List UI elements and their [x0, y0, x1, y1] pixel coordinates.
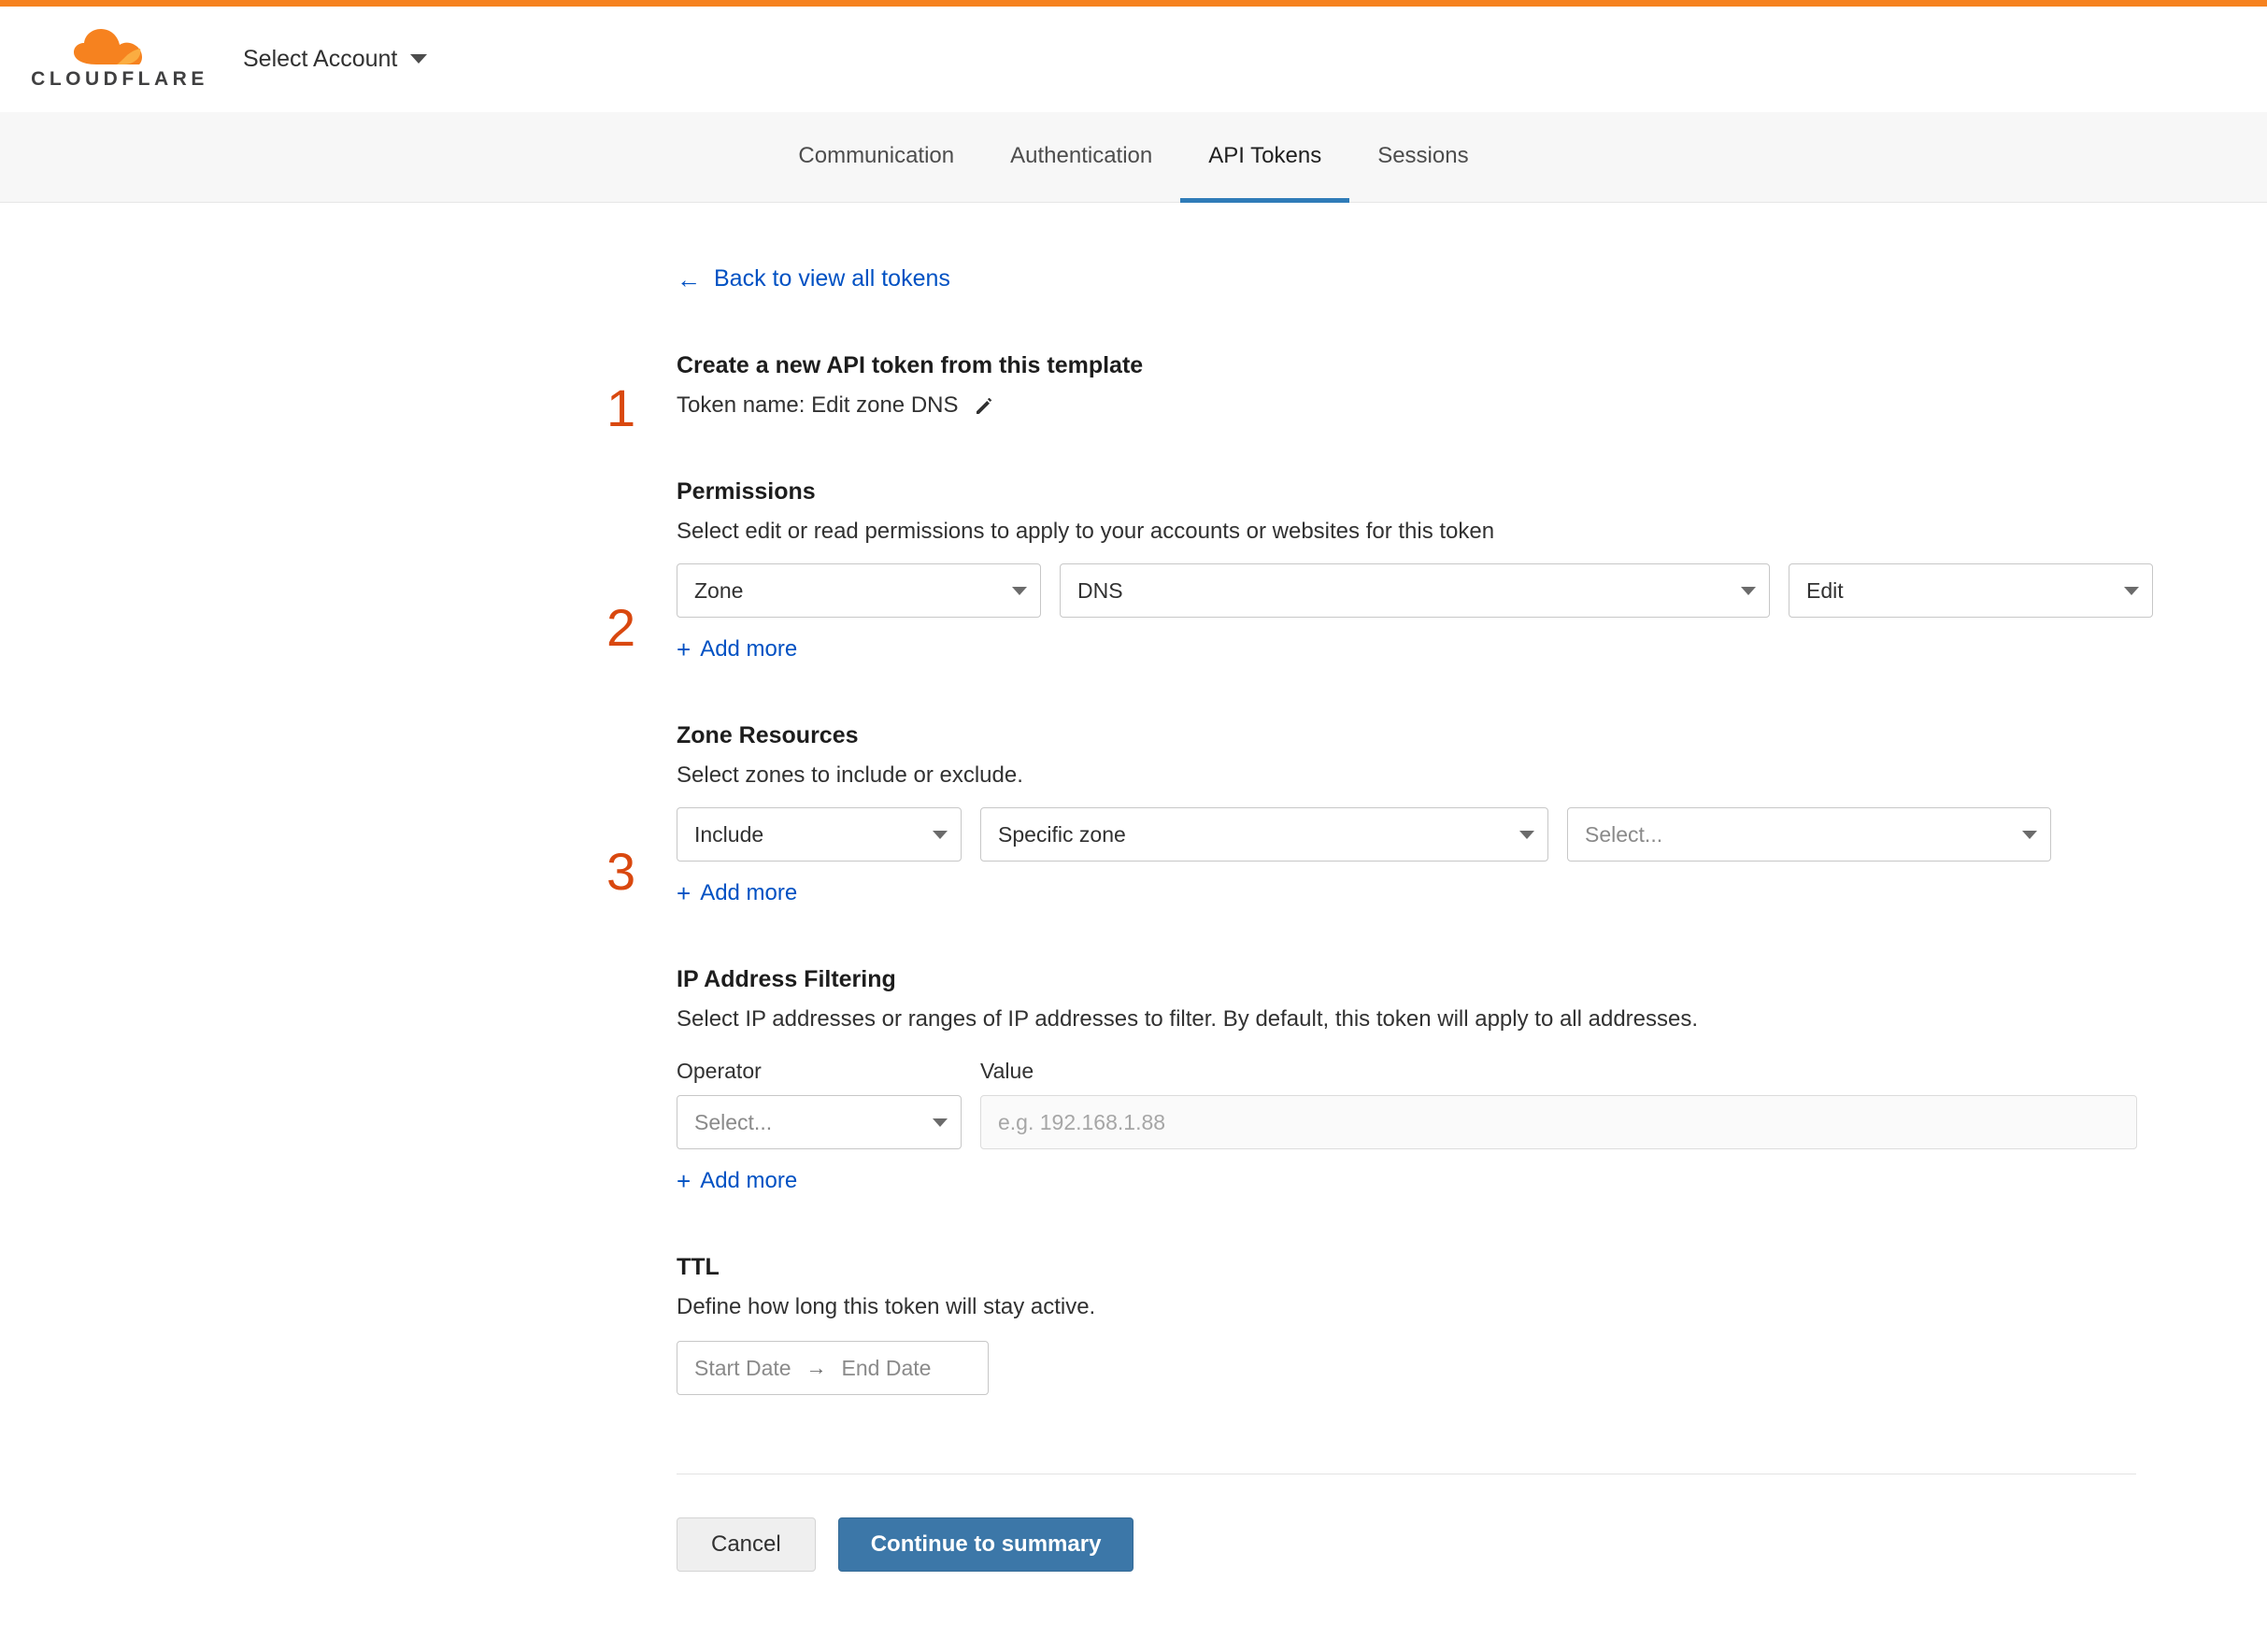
step-number-1: 1 [606, 378, 636, 437]
ttl-end-date[interactable]: End Date [841, 1355, 932, 1380]
plus-icon: + [677, 1167, 692, 1195]
zone-type-value: Specific zone [998, 821, 1126, 847]
ip-value-input[interactable] [980, 1095, 2137, 1149]
ttl-section [677, 1254, 2172, 1395]
permissions-add-more-label: Add more [700, 636, 798, 662]
zone-resources-title: Zone Resources [677, 722, 859, 748]
zone-name-select[interactable] [1567, 807, 2051, 862]
ip-operator-value: Select... [694, 1109, 773, 1134]
arrow-right-icon: → [806, 1356, 827, 1379]
ip-filtering-row [677, 1095, 2172, 1149]
permissions-title: Permissions [677, 478, 816, 505]
chevron-down-icon [1519, 831, 1534, 839]
permission-level-value: Edit [1806, 577, 1844, 603]
plus-icon: + [677, 635, 692, 663]
template-title: Create a new API token from this template [677, 352, 1144, 378]
tab-communication[interactable]: Communication [798, 142, 955, 168]
chevron-down-icon [933, 831, 948, 839]
logo-wordmark: CLOUDFLARE [31, 68, 208, 90]
zone-mode-select[interactable] [677, 807, 962, 862]
zone-resources-description: Select zones to include or exclude. [677, 762, 1023, 788]
ip-operator-select[interactable] [677, 1095, 962, 1149]
cancel-button[interactable]: Cancel [677, 1517, 816, 1572]
cloudflare-logo [26, 27, 213, 91]
permission-scope-value: Zone [694, 577, 744, 603]
continue-to-summary-button[interactable]: Continue to summary [838, 1517, 1134, 1572]
tab-sessions[interactable]: Sessions [1377, 142, 1469, 168]
value-label: Value [980, 1059, 1034, 1083]
ip-filtering-add-more-label: Add more [700, 1168, 798, 1193]
step-number-2: 2 [606, 598, 636, 657]
main-content [0, 265, 2267, 1609]
permissions-section [606, 478, 2172, 663]
top-accent-bar [0, 0, 2267, 7]
operator-label: Operator [677, 1059, 762, 1083]
chevron-down-icon [410, 54, 427, 64]
permission-resource-select[interactable] [1060, 563, 1770, 618]
footer-actions [677, 1517, 2172, 1572]
tab-authentication[interactable]: Authentication [1010, 142, 1153, 168]
cloud-icon [68, 27, 171, 66]
permission-level-select[interactable] [1789, 563, 2153, 618]
ttl-start-date[interactable]: Start Date [694, 1355, 791, 1380]
ip-value-placeholder: e.g. 192.168.1.88 [998, 1109, 1166, 1134]
zone-resources-add-more-label: Add more [700, 880, 798, 905]
account-selector-label: Select Account [243, 45, 398, 72]
token-name-value: Token name: Edit zone DNS [677, 392, 959, 418]
back-link-label: Back to view all tokens [714, 265, 950, 292]
chevron-down-icon [933, 1118, 948, 1127]
app-header [0, 7, 2267, 112]
permission-scope-select[interactable] [677, 563, 1041, 618]
zone-resources-section [606, 722, 2172, 907]
permission-resource-value: DNS [1077, 577, 1123, 603]
ttl-title: TTL [677, 1254, 720, 1280]
ip-filtering-description: Select IP addresses or ranges of IP addresses to filter. By default, this token will apply to all addresses. [677, 1006, 1699, 1032]
token-name-row [677, 392, 2172, 419]
arrow-left-icon: ← [677, 264, 701, 293]
zone-type-select[interactable] [980, 807, 1548, 862]
ip-filtering-section [677, 966, 2172, 1194]
permissions-description: Select edit or read permissions to apply to your accounts or websites for this token [677, 519, 1495, 544]
ip-filtering-labels [677, 1059, 2172, 1084]
back-to-all-tokens-link[interactable] [677, 265, 950, 292]
ttl-description: Define how long this token will stay active. [677, 1294, 1096, 1319]
zone-resources-row [677, 807, 2172, 862]
ttl-date-range-picker[interactable] [677, 1341, 989, 1395]
chevron-down-icon [1012, 587, 1027, 595]
permissions-row [677, 563, 2172, 618]
account-selector[interactable] [243, 46, 427, 73]
edit-pencil-icon[interactable] [974, 394, 996, 417]
ip-filtering-add-more-button[interactable] [677, 1168, 797, 1194]
chevron-down-icon [1741, 587, 1756, 595]
tab-api-tokens[interactable]: API Tokens [1180, 113, 1349, 203]
zone-resources-add-more-button[interactable] [677, 880, 797, 906]
plus-icon: + [677, 879, 692, 907]
template-section [606, 352, 2172, 437]
zone-name-value: Select... [1585, 821, 1663, 847]
chevron-down-icon [2124, 587, 2139, 595]
chevron-down-icon [2022, 831, 2037, 839]
zone-mode-value: Include [694, 821, 764, 847]
ip-filtering-title: IP Address Filtering [677, 966, 896, 992]
permissions-add-more-button[interactable] [677, 636, 797, 662]
step-number-3: 3 [606, 842, 636, 901]
section-nav [0, 112, 2267, 203]
